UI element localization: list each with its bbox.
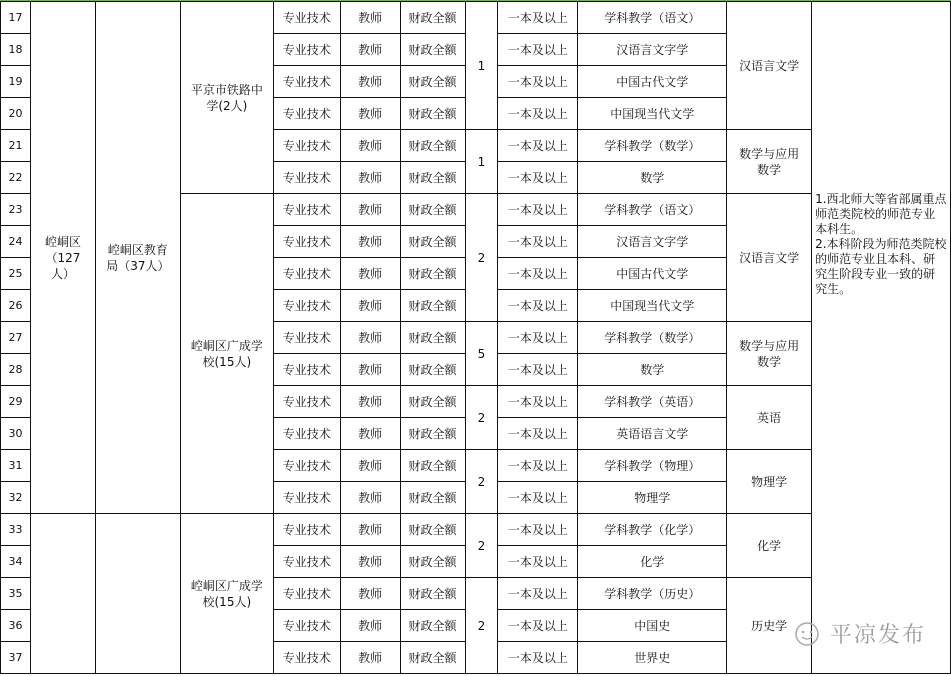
bureau-cell (95, 514, 180, 674)
funding-cell: 财政全额 (400, 194, 465, 226)
post-cell: 教师 (340, 354, 400, 386)
table-row (1, 2, 951, 34)
post-cell: 教师 (340, 578, 400, 610)
funding-cell: 财政全额 (400, 546, 465, 578)
major-cell: 学科教学（历史） (578, 578, 727, 610)
major-cell: 世界史 (578, 642, 727, 674)
education-cell: 一本及以上 (498, 322, 578, 354)
headcount-cell: 2 (465, 578, 498, 674)
post-cell: 教师 (340, 610, 400, 642)
school-cell: 崆峒区广成学校(15人) (180, 514, 273, 674)
major-cell: 汉语言文字学 (578, 34, 727, 66)
education-cell: 一本及以上 (498, 482, 578, 514)
funding-cell: 财政全额 (400, 34, 465, 66)
row-number: 36 (1, 610, 31, 642)
headcount-cell: 2 (465, 450, 498, 514)
major-cell: 中国现当代文学 (578, 290, 727, 322)
funding-cell: 财政全额 (400, 226, 465, 258)
post-cell: 教师 (340, 130, 400, 162)
major-cell: 中国现当代文学 (578, 98, 727, 130)
funding-cell: 财政全额 (400, 514, 465, 546)
row-number: 33 (1, 514, 31, 546)
table-row (1, 514, 951, 546)
category-cell: 专业技术 (273, 354, 340, 386)
funding-cell: 财政全额 (400, 162, 465, 194)
education-cell: 一本及以上 (498, 66, 578, 98)
row-number: 31 (1, 450, 31, 482)
discipline-cell: 物理学 (727, 450, 812, 514)
row-number: 22 (1, 162, 31, 194)
bureau-cell: 崆峒区教育局（37人） (95, 2, 180, 514)
post-cell: 教师 (340, 162, 400, 194)
district-cell: 崆峒区（127人） (30, 2, 95, 514)
post-cell: 教师 (340, 546, 400, 578)
funding-cell: 财政全额 (400, 130, 465, 162)
post-cell: 教师 (340, 482, 400, 514)
funding-cell: 财政全额 (400, 610, 465, 642)
funding-cell: 财政全额 (400, 386, 465, 418)
row-number: 35 (1, 578, 31, 610)
major-cell: 学科教学（语文） (578, 194, 727, 226)
category-cell: 专业技术 (273, 610, 340, 642)
school-cell: 崆峒区广成学校(15人) (180, 194, 273, 514)
funding-cell: 财政全额 (400, 354, 465, 386)
wechat-icon (790, 619, 824, 649)
category-cell: 专业技术 (273, 386, 340, 418)
major-cell: 数学 (578, 162, 727, 194)
major-cell: 学科教学（物理） (578, 450, 727, 482)
major-cell: 学科教学（语文） (578, 2, 727, 34)
major-cell: 化学 (578, 546, 727, 578)
funding-cell: 财政全额 (400, 642, 465, 674)
funding-cell: 财政全额 (400, 98, 465, 130)
row-number: 26 (1, 290, 31, 322)
discipline-cell: 英语 (727, 386, 812, 450)
category-cell: 专业技术 (273, 98, 340, 130)
row-number: 32 (1, 482, 31, 514)
post-cell: 教师 (340, 98, 400, 130)
education-cell: 一本及以上 (498, 578, 578, 610)
education-cell: 一本及以上 (498, 354, 578, 386)
row-number: 17 (1, 2, 31, 34)
major-cell: 物理学 (578, 482, 727, 514)
education-cell: 一本及以上 (498, 290, 578, 322)
discipline-cell: 汉语言文学 (727, 194, 812, 322)
discipline-cell: 数学与应用数学 (727, 322, 812, 386)
row-number: 34 (1, 546, 31, 578)
major-cell: 学科教学（英语） (578, 386, 727, 418)
funding-cell: 财政全额 (400, 258, 465, 290)
funding-cell: 财政全额 (400, 290, 465, 322)
education-cell: 一本及以上 (498, 642, 578, 674)
education-cell: 一本及以上 (498, 2, 578, 34)
row-number: 30 (1, 418, 31, 450)
post-cell: 教师 (340, 322, 400, 354)
funding-cell: 财政全额 (400, 322, 465, 354)
category-cell: 专业技术 (273, 482, 340, 514)
post-cell: 教师 (340, 418, 400, 450)
category-cell: 专业技术 (273, 514, 340, 546)
education-cell: 一本及以上 (498, 610, 578, 642)
major-cell: 数学 (578, 354, 727, 386)
category-cell: 专业技术 (273, 226, 340, 258)
category-cell: 专业技术 (273, 578, 340, 610)
category-cell: 专业技术 (273, 322, 340, 354)
row-number: 21 (1, 130, 31, 162)
watermark-text: 平凉发布 (830, 623, 927, 648)
discipline-cell: 历史学 (727, 578, 812, 674)
post-cell: 教师 (340, 34, 400, 66)
education-cell: 一本及以上 (498, 162, 578, 194)
post-cell: 教师 (340, 514, 400, 546)
post-cell: 教师 (340, 642, 400, 674)
row-number: 25 (1, 258, 31, 290)
category-cell: 专业技术 (273, 418, 340, 450)
headcount-cell: 2 (465, 194, 498, 322)
district-cell (30, 514, 95, 674)
funding-cell: 财政全额 (400, 418, 465, 450)
post-cell: 教师 (340, 450, 400, 482)
education-cell: 一本及以上 (498, 386, 578, 418)
major-cell: 中国史 (578, 610, 727, 642)
category-cell: 专业技术 (273, 2, 340, 34)
row-number: 20 (1, 98, 31, 130)
row-number: 27 (1, 322, 31, 354)
row-number: 19 (1, 66, 31, 98)
major-cell: 学科教学（数学） (578, 322, 727, 354)
funding-cell: 财政全额 (400, 578, 465, 610)
school-cell: 平京市铁路中学(2人) (180, 2, 273, 194)
post-cell: 教师 (340, 66, 400, 98)
education-cell: 一本及以上 (498, 194, 578, 226)
row-number: 24 (1, 226, 31, 258)
major-cell: 学科教学（化学） (578, 514, 727, 546)
note-1: 1.西北师大等省部属重点师范类院校的师范专业本科生。 (815, 192, 947, 236)
category-cell: 专业技术 (273, 290, 340, 322)
notes-cell (812, 2, 951, 674)
category-cell: 专业技术 (273, 130, 340, 162)
headcount-cell: 2 (465, 514, 498, 578)
category-cell: 专业技术 (273, 34, 340, 66)
headcount-cell: 2 (465, 386, 498, 450)
headcount-cell: 1 (465, 2, 498, 130)
education-cell: 一本及以上 (498, 514, 578, 546)
post-cell: 教师 (340, 386, 400, 418)
education-cell: 一本及以上 (498, 258, 578, 290)
major-cell: 中国古代文学 (578, 66, 727, 98)
funding-cell: 财政全额 (400, 482, 465, 514)
post-cell: 教师 (340, 194, 400, 226)
major-cell: 学科教学（数学） (578, 130, 727, 162)
post-cell: 教师 (340, 258, 400, 290)
education-cell: 一本及以上 (498, 98, 578, 130)
headcount-cell: 1 (465, 130, 498, 194)
category-cell: 专业技术 (273, 546, 340, 578)
funding-cell: 财政全额 (400, 2, 465, 34)
headcount-cell: 5 (465, 322, 498, 386)
education-cell: 一本及以上 (498, 130, 578, 162)
category-cell: 专业技术 (273, 66, 340, 98)
education-cell: 一本及以上 (498, 226, 578, 258)
category-cell: 专业技术 (273, 194, 340, 226)
post-cell: 教师 (340, 226, 400, 258)
education-cell: 一本及以上 (498, 418, 578, 450)
post-cell: 教师 (340, 2, 400, 34)
funding-cell: 财政全额 (400, 66, 465, 98)
row-number: 23 (1, 194, 31, 226)
funding-cell: 财政全额 (400, 450, 465, 482)
row-number: 18 (1, 34, 31, 66)
major-cell: 英语语言文学 (578, 418, 727, 450)
discipline-cell: 数学与应用数学 (727, 130, 812, 194)
category-cell: 专业技术 (273, 162, 340, 194)
post-cell: 教师 (340, 290, 400, 322)
note-2: 2.本科阶段为师范类院校的师范专业且本科、研究生阶段专业一致的研究生。 (815, 237, 947, 296)
education-cell: 一本及以上 (498, 450, 578, 482)
education-cell: 一本及以上 (498, 546, 578, 578)
category-cell: 专业技术 (273, 258, 340, 290)
discipline-cell: 汉语言文学 (727, 2, 812, 130)
recruitment-table (0, 1, 951, 674)
category-cell: 专业技术 (273, 642, 340, 674)
discipline-cell: 化学 (727, 514, 812, 578)
category-cell: 专业技术 (273, 450, 340, 482)
major-cell: 中国古代文学 (578, 258, 727, 290)
watermark (790, 618, 926, 649)
education-cell: 一本及以上 (498, 34, 578, 66)
row-number: 29 (1, 386, 31, 418)
major-cell: 汉语言文字学 (578, 226, 727, 258)
row-number: 37 (1, 642, 31, 674)
row-number: 28 (1, 354, 31, 386)
